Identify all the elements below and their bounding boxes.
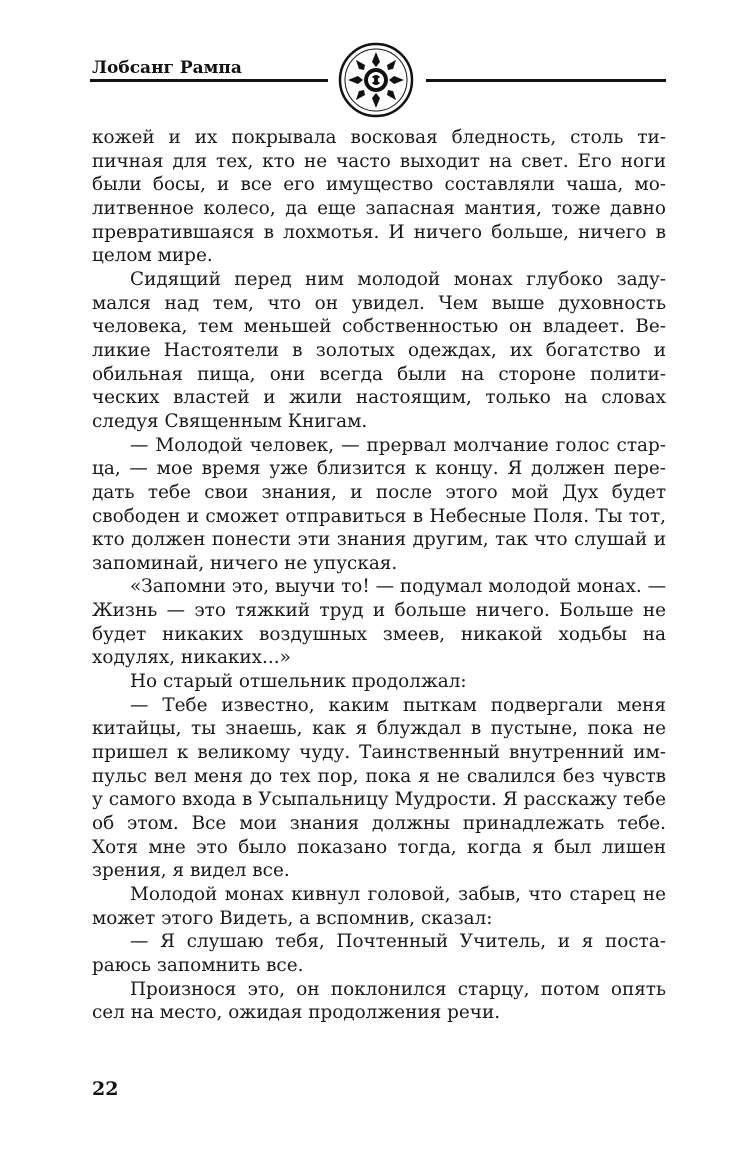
paragraph: — Тебе известно, каким пыткам подвергали меня китайцы, ты знаешь, как я блуждал в пустыне, пока не пришел к великому чуду. Таинственный внутренний импульс вел меня до тех пор, пока я не свалился без чувств у самого входа в Усыпальницу Мудрости. Я расскажу тебе об этом. Все мои знания должны принадлежать тебе. Хотя мне это было показано тогда, когда я был лишен зрения, я видел все. (92, 694, 666, 882)
paragraph: «Запомни это, выучи то! — подумал молодой монах. — Жизнь — это тяжкий труд и больше ничего. Больше не будет никаких воздушных змеев, никакой ходьбы на ходулях, никаких...» (92, 576, 666, 669)
body-text (92, 126, 666, 1025)
paragraph: — Я слушаю тебя, Почтенный Учитель, и я постараюсь запомнить все. (92, 931, 666, 976)
header-rule-left (90, 79, 328, 82)
paragraph: Молодой монах кивнул головой, забыв, что старец не может этого Видеть, а вспомнив, сказал: (92, 884, 666, 929)
page-number: 22 (92, 1078, 119, 1100)
running-title: Лобсанг Рампа (92, 58, 242, 78)
paragraph: — Молодой человек, — прервал молчание голос старца, — мое время уже близится к концу. Я должен передать тебе свои знания, и после этого мой Дух будет свободен и сможет отправиться в Небесные Поля. Ты тот, кто должен понести эти знания другим, так что слушай и запоминай, ничего не упуская. (92, 434, 666, 574)
paragraph: Но старый отшельник продолжал: (130, 671, 467, 693)
paragraph: кожей и их покрывала восковая бледность, столь типичная для тех, кто не часто выходит на свет. Его ноги были босы, и все его имущество составляли чаша, молитвенное колесо, да еще запасная мантия, тоже давно превратившаяся в лохмотья. И ничего больше, ничего в целом мире. (92, 127, 666, 267)
header-rule-right (426, 79, 666, 82)
dharma-wheel-ornament-icon (336, 40, 416, 120)
paragraph: Сидящий перед ним молодой монах глубоко задумался над тем, что он увидел. Чем выше духовность человека, тем меньшей собственностью он владеет. Великие Настоятели в золотых одеждах, их богатство и обильная пища, они всегда были на стороне политических властей и жили настоящим, только на словах следуя Священным Книгам. (92, 268, 666, 432)
paragraph: Произнося это, он поклонился старцу, потом опять сел на место, ожидая продолжения речи. (92, 978, 666, 1024)
